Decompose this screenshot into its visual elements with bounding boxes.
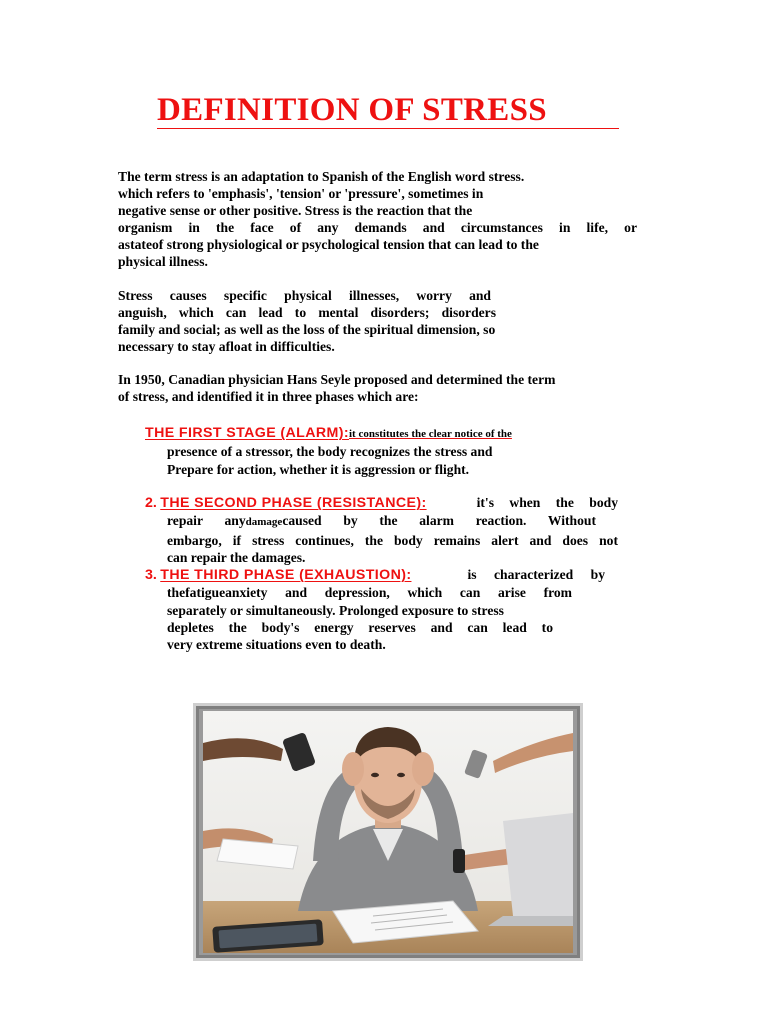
paragraph-line: The term stress is an adaptation to Spanish of the English word stress.	[118, 169, 525, 184]
paragraph-line: negative sense or other positive. Stress is the reaction that the	[118, 203, 473, 218]
phase-first-line	[145, 494, 618, 512]
phase-first-line	[145, 424, 605, 443]
paragraph-line: Stress causes specific physical illnesses, worry and	[118, 288, 491, 303]
paragraph-line: anguish, which can lead to mental disorders; disorders	[118, 305, 496, 320]
stress-photo-frame	[193, 703, 583, 961]
phase-number: 2.	[145, 495, 157, 511]
phase-heading: THE SECOND PHASE (RESISTANCE):	[160, 495, 427, 511]
phase-line-small: damage	[245, 516, 283, 529]
paragraph-line: astateof strong physiological or psychological tension that can lead to the	[118, 237, 539, 252]
phase-first-line	[145, 566, 605, 584]
phase-line: presence of a stressor, the body recognizes the stress and	[167, 444, 493, 460]
page-title: DEFINITION OF STRESS	[157, 92, 547, 128]
seyle-paragraph	[118, 371, 618, 405]
phase-line: separately or simultaneously. Prolonged exposure to stress	[167, 602, 504, 618]
paragraph-line: necessary to stay afloat in difficulties.	[118, 339, 335, 354]
phase-resistance	[145, 494, 618, 566]
paragraph-line: organism in the face of any demands and circumstances in life, or	[118, 220, 637, 235]
phase-first-line-rest: it constitutes the clear notice of the	[349, 428, 512, 440]
phase-alarm	[145, 424, 605, 478]
intro-paragraph	[118, 168, 637, 270]
phase-first-line-rest: is characterized by	[467, 567, 605, 582]
phase-line: depletes the body's energy reserves and can lead to	[167, 619, 553, 635]
phase-heading: THE FIRST STAGE (ALARM):	[145, 425, 349, 441]
causes-paragraph	[118, 287, 563, 355]
phase-line: Prepare for action, whether it is aggression or flight.	[167, 461, 470, 477]
phase-line: embargo, if stress continues, the body remains alert and does not	[167, 532, 618, 548]
phase-line: thefatigueanxiety and depression, which can arise from	[167, 585, 572, 601]
title-underline	[157, 128, 619, 129]
paragraph-line: of stress, and identified it in three phases which are:	[118, 389, 419, 404]
paragraph-line: family and social; as well as the loss of the spiritual dimension, so	[118, 322, 496, 337]
phase-heading: THE THIRD PHASE (EXHAUSTION):	[160, 567, 412, 583]
phase-line: very extreme situations even to death.	[167, 637, 386, 653]
phase-line-part: caused by the alarm reaction. Without	[282, 513, 596, 529]
phase-exhaustion	[145, 566, 605, 653]
paragraph-line: In 1950, Canadian physician Hans Seyle proposed and determined the term	[118, 372, 556, 387]
phase-first-line-rest: it's when the body	[476, 495, 618, 510]
phase-line: can repair the damages.	[167, 549, 306, 565]
stressed-man-illustration	[203, 711, 573, 953]
phase-line	[167, 512, 596, 531]
phase-number: 3.	[145, 567, 157, 583]
paragraph-line: which refers to 'emphasis', 'tension' or 'pressure', sometimes in	[118, 186, 484, 201]
paragraph-line: physical illness.	[118, 254, 208, 269]
phase-line-part: repair any	[167, 513, 246, 529]
